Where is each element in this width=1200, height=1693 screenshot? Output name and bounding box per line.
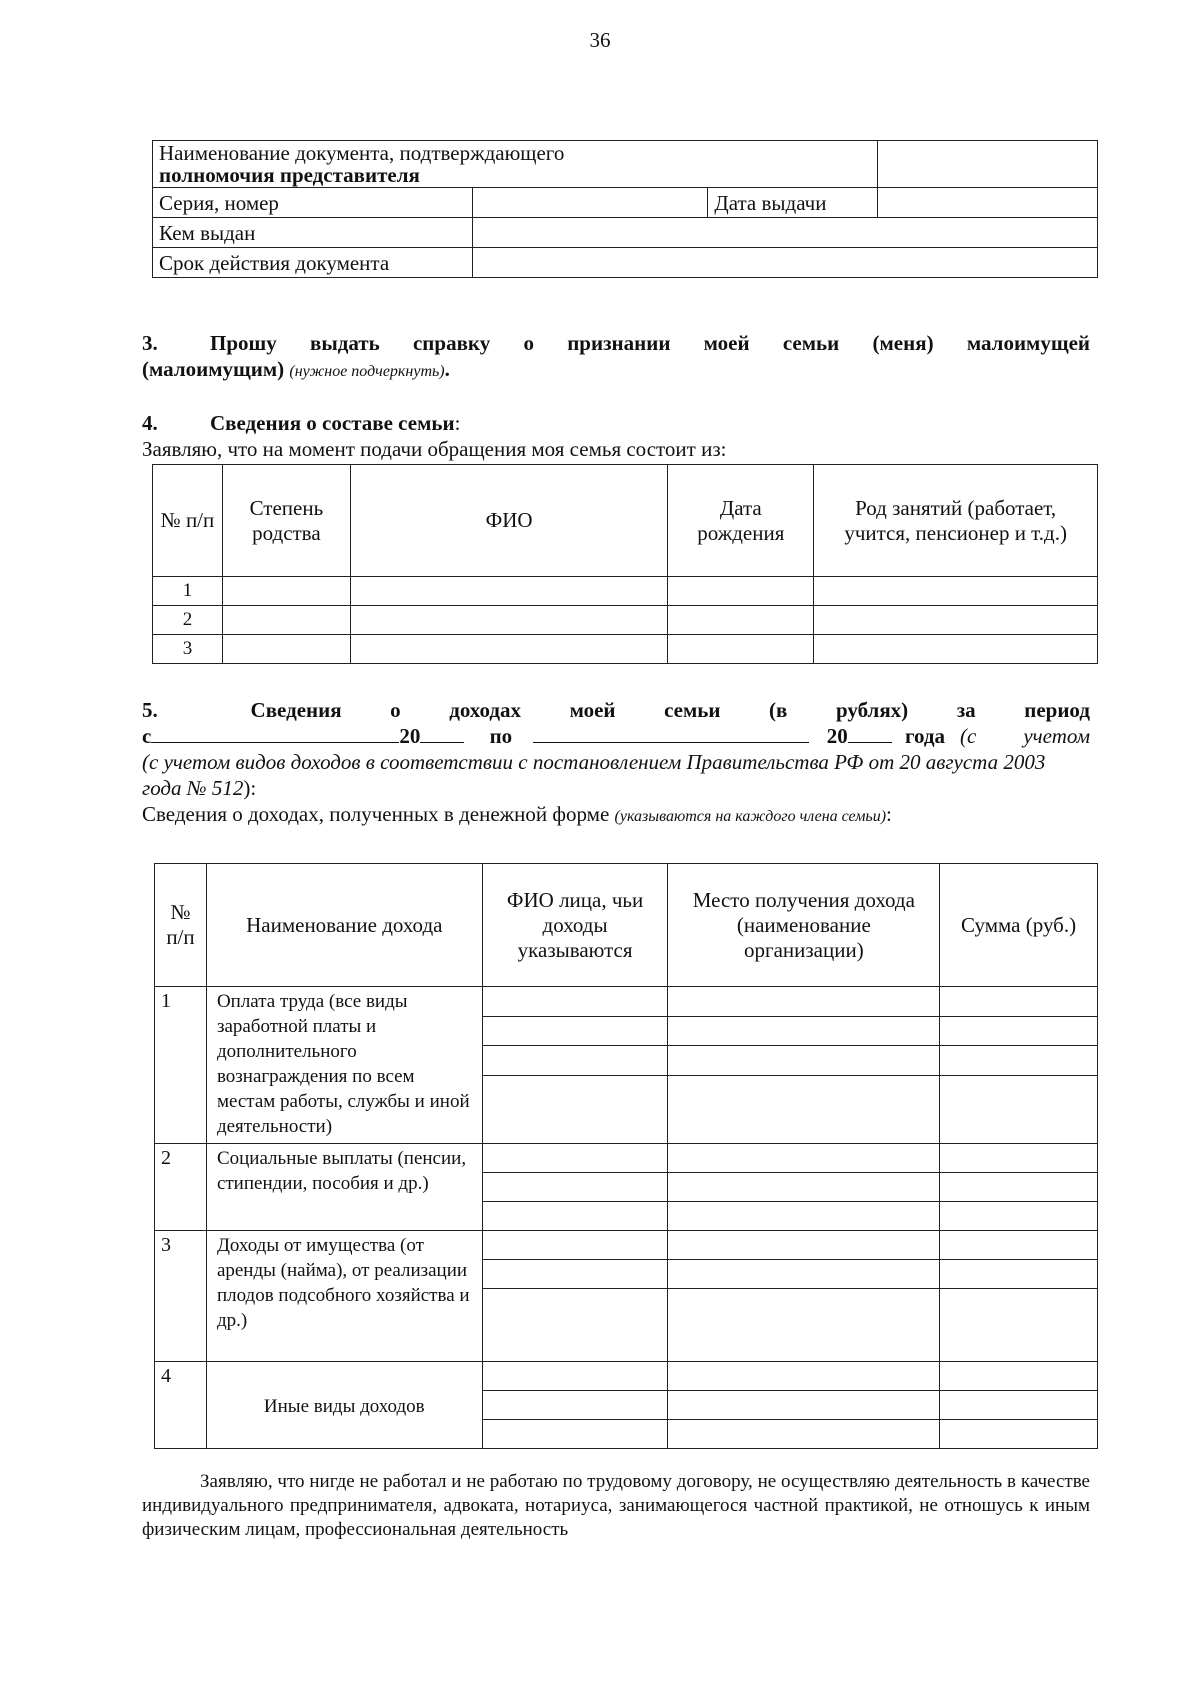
row-number: 3 (153, 635, 223, 664)
series-number-value[interactable] (472, 188, 708, 218)
fam-header-occupation: Род занятий (работает, учится, пенсионер и т.д.) (814, 465, 1098, 577)
inc-header-income-name: Наименование дохода (206, 864, 482, 987)
section-5-note: (с учетом видов доходов в соответствии с постановлением Правительства РФ от 20 августа 2003 года № 512): (142, 750, 1046, 800)
fam-header-relation: Степень родства (222, 465, 350, 577)
section-3: 3. Прошу выдать справку о признании моей семьи (меня) малоимущей (малоимущим) (нужное подчеркнуть). (142, 331, 1090, 381)
issue-date-label: Дата выдачи (708, 188, 878, 218)
income-type-other: Иные виды доходов (206, 1362, 482, 1449)
table-row (153, 635, 1098, 664)
validity-label: Срок действия документа (153, 248, 473, 278)
row-number: 1 (153, 577, 223, 606)
section-5-title: 5. Сведения о доходах моей семьи (в рублях) за период (142, 698, 1090, 722)
income-table (154, 863, 1098, 1449)
table-row (153, 606, 1098, 635)
issue-date-value[interactable] (878, 188, 1098, 218)
section-4-title: Сведения о составе семьи (210, 411, 455, 435)
family-composition-table (152, 464, 1098, 664)
income-row-number: 1 (155, 987, 207, 1144)
income-intro: Сведения о доходах, полученных в денежной форме (указываются на каждого члена семьи): (142, 802, 892, 826)
closing-declaration-paragraph: Заявляю, что нигде не работал и не работаю по трудовому договору, не осуществляю деятельность в качестве индивидуального предпринимателя, адвоката, нотариуса, занимающегося частной практикой, не отношусь к иным физическим лицам, профессиональная деятельность (142, 1471, 1090, 1540)
inc-header-num: № п/п (155, 864, 207, 987)
issued-by-label: Кем выдан (153, 218, 473, 248)
section-4: 4. Сведения о составе семьи: Заявляю, что на момент подачи обращения моя семья состоит из: (142, 410, 1090, 462)
table-row (153, 577, 1098, 606)
fam-header-birthdate: Дата рождения (668, 465, 814, 577)
inc-header-fio: ФИО лица, чьи доходы указываются (482, 864, 668, 987)
income-type-social: Социальные выплаты (пенсии, стипендии, пособия и др.) (206, 1144, 482, 1231)
section-5: 5. Сведения о доходах моей семьи (в рублях) за период с 20 по 20 года (с учетом (с учетом видов доходов в соответствии с постановлением Правительства РФ от 20 августа 2003 года № 512): Сведения о доходах, полученных в денежной форме (указываются на каждого члена семьи): (142, 697, 1090, 830)
income-row-number: 4 (155, 1362, 207, 1449)
income-row-number: 3 (155, 1231, 207, 1362)
period-to-field[interactable] (533, 724, 809, 743)
series-number-label: Серия, номер (153, 188, 473, 218)
income-row-number: 2 (155, 1144, 207, 1231)
doc-name-label: Наименование документа, подтверждающего полномочия представителя (153, 141, 878, 188)
issued-by-value[interactable] (472, 218, 1097, 248)
fam-header-num: № п/п (153, 465, 223, 577)
inc-header-place: Место получения дохода (наименование организации) (668, 864, 940, 987)
section-5-period: с 20 по 20 года (142, 724, 945, 748)
page-number: 36 (589, 28, 611, 52)
row-number: 2 (153, 606, 223, 635)
fam-header-fio: ФИО (350, 465, 668, 577)
period-from-field[interactable] (151, 724, 399, 743)
section-4-statement: Заявляю, что на момент подачи обращения моя семья состоит из: (142, 437, 727, 461)
doc-name-value[interactable] (878, 141, 1098, 188)
section-3-line1: 3. Прошу выдать справку о признании моей семьи (меня) малоимущей (142, 331, 1090, 355)
income-type-property: Доходы от имущества (от аренды (найма), от реализации плодов подсобного хозяйства и др.) (206, 1231, 482, 1362)
inc-header-sum: Сумма (руб.) (940, 864, 1098, 987)
income-type-wages: Оплата труда (все виды заработной платы и дополнительного вознаграждения по всем местам работы, службы и иной деятельности) (206, 987, 482, 1144)
validity-value[interactable] (472, 248, 1097, 278)
representative-document-table (152, 140, 1098, 278)
